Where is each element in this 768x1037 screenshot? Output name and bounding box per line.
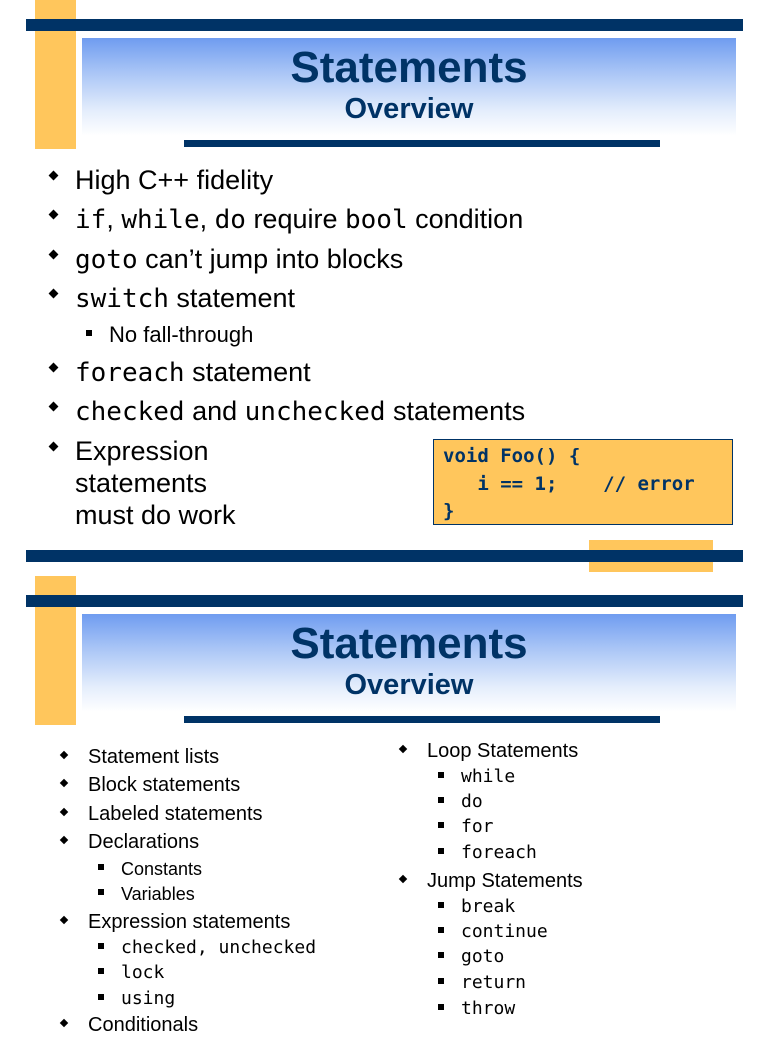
title-underline bbox=[184, 716, 660, 723]
slide-subtitle: Overview bbox=[344, 93, 474, 125]
square-bullet-icon bbox=[86, 330, 92, 336]
bullet-text: checked and unchecked statements bbox=[75, 396, 526, 427]
square-bullet-icon bbox=[98, 864, 104, 870]
square-bullet-icon bbox=[98, 889, 104, 895]
slide-title: Statements bbox=[290, 619, 528, 668]
diamond-bullet-icon bbox=[399, 875, 407, 883]
bullet-text: High C++ fidelity bbox=[75, 165, 274, 195]
title-underline bbox=[184, 140, 660, 147]
slide-title: Statements bbox=[290, 43, 528, 92]
diamond-bullet-icon bbox=[49, 363, 59, 373]
square-bullet-icon bbox=[98, 994, 104, 1000]
bullet-text: switch statement bbox=[75, 283, 295, 314]
slide-2: Statements Overview Statement lists Block statements Labeled statements Declarations Constants Variables Expression statements checked, unchecked lock using Conditionals Loop Statements while do for foreach Jump Statements break continue goto return throw bbox=[0, 576, 768, 1024]
bottom-rule bbox=[26, 550, 743, 562]
diamond-bullet-icon bbox=[60, 836, 68, 844]
diamond-bullet-icon bbox=[60, 916, 68, 924]
bullet-text: foreach statement bbox=[75, 357, 311, 388]
square-bullet-icon bbox=[438, 927, 444, 933]
square-bullet-icon bbox=[438, 1004, 444, 1010]
square-bullet-icon bbox=[438, 772, 444, 778]
square-bullet-icon bbox=[98, 943, 104, 949]
bullet-text: Expression statements must do work bbox=[75, 436, 236, 530]
square-bullet-icon bbox=[438, 822, 444, 828]
square-bullet-icon bbox=[438, 902, 444, 908]
bullet-text: goto can’t jump into blocks bbox=[75, 244, 404, 275]
diamond-bullet-icon bbox=[60, 1019, 68, 1027]
square-bullet-icon bbox=[438, 797, 444, 803]
diamond-bullet-icon bbox=[49, 171, 59, 181]
slide-subtitle: Overview bbox=[344, 669, 474, 701]
diamond-bullet-icon bbox=[60, 808, 68, 816]
diamond-bullet-icon bbox=[399, 745, 407, 753]
square-bullet-icon bbox=[438, 978, 444, 984]
top-rule bbox=[26, 19, 743, 31]
diamond-bullet-icon bbox=[60, 751, 68, 759]
diamond-bullet-icon bbox=[60, 779, 68, 787]
top-rule bbox=[26, 595, 743, 607]
diamond-bullet-icon bbox=[49, 210, 59, 220]
square-bullet-icon bbox=[438, 848, 444, 854]
square-bullet-icon bbox=[438, 952, 444, 958]
diamond-bullet-icon bbox=[49, 402, 59, 412]
bullet-text: if, while, do require bool condition bbox=[75, 204, 524, 235]
square-bullet-icon bbox=[98, 968, 104, 974]
slide-1: Statements Overview High C++ fidelity if, while, do require bool condition goto can’t jump into blocks switch statement No fall-through foreach statement checked and unchecked statements Expression statements must do work void Foo() { i == 1; // error } bbox=[0, 0, 768, 580]
diamond-bullet-icon bbox=[49, 289, 59, 299]
code-example: void Foo() { i == 1; // error } bbox=[433, 439, 733, 525]
diamond-bullet-icon bbox=[49, 442, 59, 452]
diamond-bullet-icon bbox=[49, 250, 59, 260]
